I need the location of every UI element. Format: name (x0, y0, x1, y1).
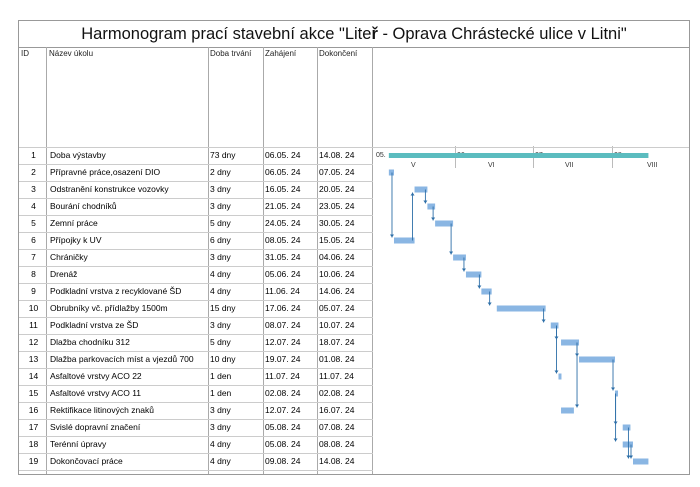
header-end: Dokončení (319, 49, 358, 58)
task-id: 16 (28, 405, 39, 415)
gantt-task-bar (481, 289, 491, 295)
task-start: 16.05. 24 (265, 184, 301, 194)
gantt-task-bar (497, 306, 546, 312)
task-id: 12 (28, 337, 39, 347)
task-end: 14.06. 24 (319, 286, 355, 296)
gantt-task-bar (633, 459, 648, 465)
task-start: 12.07. 24 (265, 405, 301, 415)
task-end: 05.07. 24 (319, 303, 355, 313)
gantt-dependency-arrowhead (477, 286, 481, 289)
task-name: Zemní práce (50, 218, 98, 228)
task-name: Asfaltové vrstvy ACO 11 (50, 388, 142, 398)
title-suffix: - Oprava Chrástecké ulice v Litni" (377, 25, 627, 43)
title-prefix: Harmonogram prací stavební akce "Lite (81, 25, 372, 43)
task-name: Rektifikace litinových znaků (50, 405, 154, 415)
gantt-dependency-arrowhead (449, 252, 453, 255)
task-name: Dlažba chodníku 312 (50, 337, 130, 347)
task-id: 9 (31, 286, 36, 296)
task-duration: 3 dny (210, 405, 231, 415)
task-name: Bourání chodníků (50, 201, 117, 211)
task-duration: 4 dny (210, 456, 231, 466)
gantt-dependency-arrowhead (431, 218, 435, 221)
timescale-month-roman: VIII (647, 162, 658, 169)
timescale-month-roman: V (411, 162, 416, 169)
task-duration: 3 dny (210, 320, 231, 330)
task-start: 06.05. 24 (265, 150, 301, 160)
task-id: 7 (31, 252, 36, 262)
task-duration: 3 dny (210, 201, 231, 211)
task-duration: 1 den (210, 371, 232, 381)
task-id: 11 (29, 320, 38, 330)
col-divider-start (317, 47, 318, 474)
task-name: Chráničky (50, 252, 88, 262)
gantt-dependency-arrowhead (542, 320, 546, 323)
task-duration: 4 dny (210, 286, 231, 296)
task-id: 6 (31, 235, 36, 245)
task-id: 2 (31, 167, 36, 177)
gantt-dependency-arrowhead (488, 303, 492, 306)
task-duration: 5 dny (210, 337, 231, 347)
task-duration: 3 dny (210, 184, 231, 194)
header-start: Zahájení (265, 49, 297, 58)
task-name: Drenáž (50, 269, 78, 279)
task-start: 19.07. 24 (265, 354, 301, 364)
task-name: Doba výstavby (50, 150, 106, 160)
task-start: 31.05. 24 (265, 252, 301, 262)
task-name: Podkladní vrstva z recyklované ŠD (50, 286, 182, 296)
task-end: 16.07. 24 (319, 405, 355, 415)
task-duration: 6 dny (210, 235, 231, 245)
task-start: 05.08. 24 (265, 439, 301, 449)
task-start: 12.07. 24 (265, 337, 301, 347)
task-end: 14.08. 24 (319, 456, 355, 466)
task-end: 14.08. 24 (319, 150, 355, 160)
task-end: 07.05. 24 (319, 167, 355, 177)
task-duration: 4 dny (210, 269, 231, 279)
task-end: 15.05. 24 (319, 235, 355, 245)
task-duration: 2 dny (210, 167, 231, 177)
task-duration: 5 dny (210, 218, 231, 228)
timescale-month-roman: VII (565, 162, 574, 169)
gantt-dependency-arrowhead (411, 193, 415, 196)
gantt-chart (373, 21, 689, 474)
task-duration: 3 dny (210, 252, 231, 262)
task-end: 07.08. 24 (319, 422, 355, 432)
task-duration: 3 dny (210, 422, 231, 432)
task-id: 8 (31, 269, 36, 279)
gantt-dependency-arrowhead (462, 269, 466, 272)
col-divider-name (208, 47, 209, 474)
task-duration: 10 dny (210, 354, 236, 364)
task-start: 08.07. 24 (265, 320, 301, 330)
gantt-dependency-arrowhead (614, 439, 618, 442)
task-start: 09.08. 24 (265, 456, 301, 466)
task-end: 30.05. 24 (319, 218, 355, 228)
task-start: 06.05. 24 (265, 167, 301, 177)
task-id: 3 (31, 184, 36, 194)
schedule-sheet (18, 20, 690, 475)
task-start: 05.06. 24 (265, 269, 301, 279)
task-id: 18 (28, 439, 39, 449)
task-id: 15 (28, 388, 39, 398)
task-start: 05.08. 24 (265, 422, 301, 432)
task-end: 01.08. 24 (319, 354, 355, 364)
gantt-task-bar (551, 323, 559, 329)
gantt-task-bar (561, 408, 574, 414)
gantt-task-bar (623, 425, 631, 431)
col-divider-duration (263, 47, 264, 474)
gantt-task-bar (579, 357, 615, 363)
task-id: 5 (31, 218, 36, 228)
header-name: Název úkolu (49, 49, 94, 58)
task-id: 17 (28, 422, 39, 432)
gantt-dependency-arrowhead (575, 405, 579, 408)
gantt-task-bar (435, 221, 453, 227)
gantt-task-bar (394, 238, 415, 244)
gantt-dependency-arrowhead (390, 235, 394, 238)
task-name: Podkladní vrstva ze ŠD (50, 320, 139, 330)
task-end: 11.07. 24 (319, 371, 354, 381)
timescale-month-num: 05. (376, 152, 386, 159)
task-start: 17.06. 24 (265, 303, 301, 313)
gantt-dependency-arrowhead (629, 456, 633, 459)
title-bold-char: ř (371, 25, 378, 43)
task-end: 18.07. 24 (319, 337, 355, 347)
row-divider (19, 470, 373, 471)
task-end: 08.08. 24 (319, 439, 355, 449)
task-start: 02.08. 24 (265, 388, 301, 398)
gantt-dependency-arrowhead (554, 371, 558, 374)
task-id: 19 (28, 456, 39, 466)
task-name: Obrubníky vč. přídlažby 1500m (50, 303, 168, 313)
task-name: Svislé dopravní značení (50, 422, 141, 432)
gantt-summary-bar (389, 153, 649, 158)
gantt-dependency-arrowhead (611, 388, 615, 391)
gantt-task-bar (561, 340, 579, 346)
header-id: ID (21, 49, 29, 58)
task-end: 20.05. 24 (319, 184, 355, 194)
task-name: Odstranění konstrukce vozovky (50, 184, 169, 194)
task-duration: 1 den (210, 388, 232, 398)
task-end: 10.06. 24 (319, 269, 355, 279)
task-duration: 73 dny (210, 150, 236, 160)
task-id: 14 (28, 371, 39, 381)
timescale-month-roman: VI (488, 162, 495, 169)
task-end: 10.07. 24 (319, 320, 355, 330)
task-start: 11.07. 24 (265, 371, 300, 381)
gantt-task-bar (558, 374, 561, 380)
task-end: 04.06. 24 (319, 252, 355, 262)
task-start: 08.05. 24 (265, 235, 301, 245)
task-end: 02.08. 24 (319, 388, 355, 398)
gantt-task-bar (389, 170, 394, 176)
task-id: 10 (28, 303, 39, 313)
gantt-task-bar (623, 442, 633, 448)
task-name: Asfaltové vrstvy ACO 22 (50, 371, 142, 381)
task-start: 11.06. 24 (265, 286, 300, 296)
task-duration: 15 dny (210, 303, 236, 313)
task-id: 1 (31, 150, 36, 160)
gantt-task-bar (427, 204, 435, 210)
task-start: 21.05. 24 (265, 201, 301, 211)
task-name: Terénní úpravy (50, 439, 107, 449)
task-name: Dokončovací práce (50, 456, 123, 466)
task-name: Přípojky k UV (50, 235, 102, 245)
gantt-dependency-arrowhead (423, 201, 427, 204)
task-end: 23.05. 24 (319, 201, 355, 211)
header-duration: Doba trvání (210, 49, 252, 58)
col-divider-id (46, 47, 47, 474)
task-id: 13 (28, 354, 39, 364)
task-duration: 4 dny (210, 439, 231, 449)
task-id: 4 (31, 201, 36, 211)
task-name: Dlažba parkovacích míst a vjezdů 700 (50, 354, 194, 364)
task-start: 24.05. 24 (265, 218, 301, 228)
task-name: Přípravné práce,osazení DIO (50, 167, 161, 177)
